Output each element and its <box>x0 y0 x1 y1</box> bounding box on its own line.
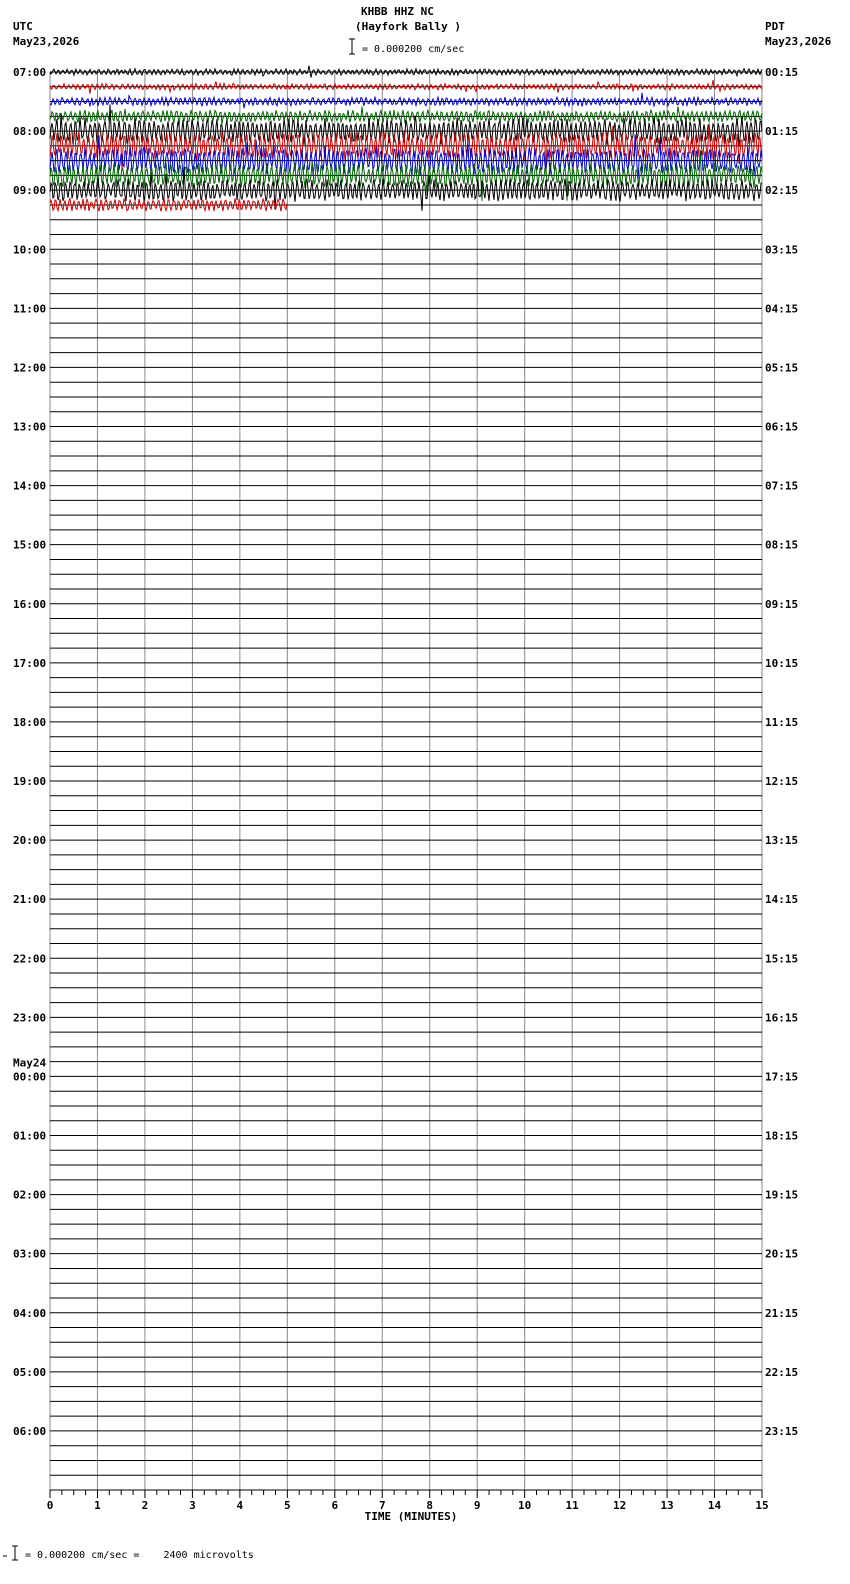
x-tick-label: 8 <box>426 1499 434 1512</box>
right-date: May23,2026 <box>765 35 832 48</box>
left-timezone: UTC <box>13 20 33 33</box>
pdt-hour-label: 14:15 <box>765 893 799 907</box>
x-tick-label: 2 <box>141 1499 149 1512</box>
pdt-hour-label: 03:15 <box>765 243 799 257</box>
pdt-hour-label: 11:15 <box>765 715 799 729</box>
footer-scale-bar-icon <box>3 1546 18 1560</box>
utc-hour-label: 03:00 <box>13 1247 47 1261</box>
pdt-hour-label: 17:15 <box>765 1070 799 1084</box>
scale-bar-icon <box>349 39 355 54</box>
x-tick-label: 5 <box>284 1499 291 1512</box>
x-tick-label: 3 <box>189 1499 196 1512</box>
x-tick-label: 0 <box>46 1499 54 1512</box>
location-title: (Hayfork Bally ) <box>355 20 461 33</box>
pdt-hour-label: 19:15 <box>765 1188 799 1202</box>
pdt-hour-label: 01:15 <box>765 125 799 139</box>
utc-hour-label: 01:00 <box>13 1129 47 1143</box>
utc-hour-label: 16:00 <box>13 597 47 611</box>
pdt-hour-label: 21:15 <box>765 1306 799 1320</box>
scale-label: = 0.000200 cm/sec <box>362 44 465 55</box>
seismic-trace <box>50 93 762 109</box>
pdt-hour-label: 16:15 <box>765 1011 799 1025</box>
utc-hour-label: 18:00 <box>13 715 47 729</box>
date-change-label: May24 <box>13 1056 47 1070</box>
utc-hour-label: 07:00 <box>13 66 47 79</box>
station-title: KHBB HHZ NC <box>361 5 434 18</box>
pdt-hour-label: 15:15 <box>765 952 799 966</box>
x-tick-label: 15 <box>755 1499 769 1512</box>
pdt-hour-label: 05:15 <box>765 361 799 375</box>
utc-hour-label: 13:00 <box>13 420 47 434</box>
pdt-hour-label: 22:15 <box>765 1365 799 1379</box>
x-tick-label: 6 <box>331 1499 339 1512</box>
utc-hour-label: 15:00 <box>13 538 47 552</box>
right-timezone: PDT <box>765 20 785 33</box>
x-tick-label: 10 <box>518 1499 532 1512</box>
x-tick-label: 1 <box>94 1499 101 1512</box>
pdt-hour-label: 10:15 <box>765 656 799 670</box>
x-tick-label: 9 <box>473 1499 481 1512</box>
left-date: May23,2026 <box>13 35 80 48</box>
utc-hour-label: 02:00 <box>13 1188 47 1202</box>
pdt-hour-label: 08:15 <box>765 538 799 552</box>
utc-hour-label: 06:00 <box>13 1424 47 1438</box>
pdt-hour-label: 23:15 <box>765 1424 799 1438</box>
x-axis-label: TIME (MINUTES) <box>364 1510 458 1523</box>
utc-hour-label: 10:00 <box>13 243 47 257</box>
pdt-hour-label: 13:15 <box>765 834 799 848</box>
x-tick-label: 4 <box>236 1499 244 1512</box>
pdt-hour-label: 06:15 <box>765 420 799 434</box>
utc-hour-label: 00:00 <box>13 1070 47 1084</box>
utc-hour-label: 14:00 <box>13 479 47 493</box>
pdt-hour-label: 18:15 <box>765 1129 799 1143</box>
x-tick-label: 12 <box>612 1499 627 1512</box>
x-tick-label: 13 <box>660 1499 674 1512</box>
x-tick-label: 7 <box>378 1499 386 1512</box>
utc-hour-label: 17:00 <box>13 656 47 670</box>
utc-hour-label: 04:00 <box>13 1306 47 1320</box>
pdt-hour-label: 00:15 <box>765 66 799 79</box>
utc-hour-label: 05:00 <box>13 1365 47 1379</box>
utc-hour-label: 08:00 <box>13 125 47 139</box>
pdt-hour-label: 09:15 <box>765 597 799 611</box>
utc-hour-label: 21:00 <box>13 893 47 907</box>
utc-hour-label: 20:00 <box>13 834 47 848</box>
footer-scale-label: = 0.000200 cm/sec = 2400 microvolts <box>25 1550 254 1561</box>
pdt-hour-label: 12:15 <box>765 775 799 788</box>
pdt-hour-label: 02:15 <box>765 184 799 198</box>
utc-hour-label: 19:00 <box>13 775 47 788</box>
pdt-hour-label: 20:15 <box>765 1247 799 1261</box>
utc-hour-label: 11:00 <box>13 302 47 316</box>
utc-hour-label: 12:00 <box>13 361 47 375</box>
utc-hour-label: 22:00 <box>13 952 47 966</box>
pdt-hour-label: 04:15 <box>765 302 799 316</box>
pdt-hour-label: 07:15 <box>765 479 799 493</box>
x-tick-label: 11 <box>565 1499 579 1512</box>
utc-hour-label: 23:00 <box>13 1011 47 1025</box>
utc-hour-label: 09:00 <box>13 184 47 198</box>
x-tick-label: 14 <box>707 1499 722 1512</box>
